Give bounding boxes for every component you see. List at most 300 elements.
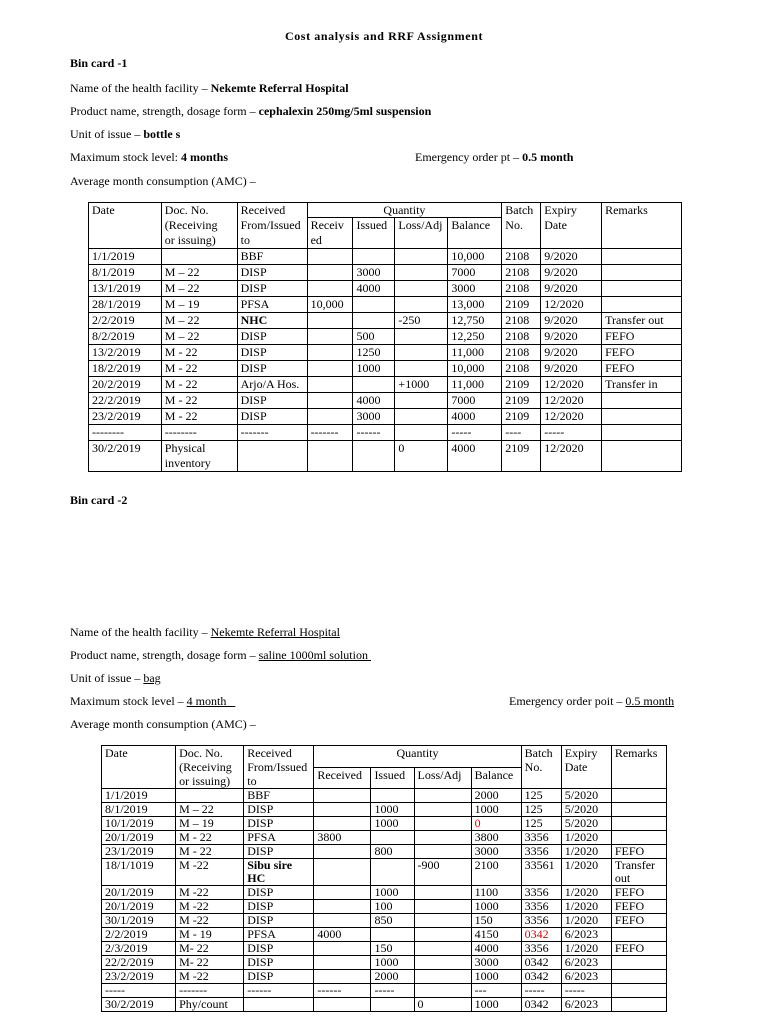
- cell-remarks: [611, 789, 666, 803]
- cell-balance: 3000: [448, 281, 502, 297]
- cell-loss-adj: 0: [414, 998, 471, 1012]
- cell-remarks: [602, 281, 682, 297]
- cell-doc-no: M - 22: [161, 345, 237, 361]
- cell-doc-no: M- 22: [176, 956, 244, 970]
- cell-received: [307, 409, 353, 425]
- header-received: Received: [314, 767, 371, 789]
- cell-received-from: DISP: [244, 970, 314, 984]
- cell-issued: 3000: [353, 265, 395, 281]
- cell-doc-no: M- 22: [176, 942, 244, 956]
- cell-batch: -----: [521, 984, 561, 998]
- cell-issued: [371, 831, 414, 845]
- cell-batch: 2108: [502, 345, 541, 361]
- cell-issued: [353, 313, 395, 329]
- cell-issued: ------: [353, 425, 395, 441]
- cell-expiry: 9/2020: [541, 281, 602, 297]
- cell-date: 10/1/2019: [102, 817, 176, 831]
- bin2-emergency-order: Emergency order poit – 0.5 month: [509, 694, 675, 708]
- cell-doc-no: M -22: [176, 859, 244, 886]
- header-remarks: Remarks: [602, 203, 682, 249]
- cell-batch: 0342: [521, 956, 561, 970]
- cell-balance: 11,000: [448, 345, 502, 361]
- cell-balance: ---: [471, 984, 521, 998]
- cell-received: [307, 313, 353, 329]
- cell-received-from: Sibu sire HC: [244, 859, 314, 886]
- cell-loss-adj: [395, 361, 448, 377]
- cell-doc-no: M - 22: [161, 393, 237, 409]
- cell-received-from: PFSA: [237, 297, 307, 313]
- cell-batch: 125: [521, 789, 561, 803]
- cell-remarks: [602, 265, 682, 281]
- table-header-row: [89, 203, 682, 218]
- cell-remarks: [611, 984, 666, 998]
- cell-balance: 7000: [448, 393, 502, 409]
- cell-remarks: FEFO: [611, 886, 666, 900]
- cell-doc-no: M – 22: [161, 281, 237, 297]
- cell-date: 2/2/2019: [89, 313, 162, 329]
- cell-remarks: [602, 425, 682, 441]
- cell-issued: [353, 377, 395, 393]
- cell-issued: [353, 297, 395, 313]
- cell-balance: -----: [448, 425, 502, 441]
- cell-issued: 150: [371, 942, 414, 956]
- cell-batch: 125: [521, 817, 561, 831]
- cell-balance: 4150: [471, 928, 521, 942]
- cell-balance: 3000: [471, 845, 521, 859]
- cell-expiry: 9/2020: [541, 361, 602, 377]
- header-quantity: Quantity: [314, 746, 521, 768]
- cell-received: [307, 361, 353, 377]
- cell-loss-adj: [414, 928, 471, 942]
- table-row: [89, 265, 682, 281]
- cell-date: 13/1/2019: [89, 281, 162, 297]
- cell-loss-adj: [395, 409, 448, 425]
- header-balance: Balance: [471, 767, 521, 789]
- cell-issued: 2000: [371, 970, 414, 984]
- cell-remarks: FEFO: [611, 900, 666, 914]
- cell-remarks: Transfer out: [602, 313, 682, 329]
- cell-balance: 11,000: [448, 377, 502, 393]
- cell-balance: 1000: [471, 803, 521, 817]
- cell-received: [307, 441, 353, 472]
- bin2-max-stock: Maximum stock level – 4 month: [70, 694, 236, 708]
- cell-received-from: DISP: [244, 956, 314, 970]
- cell-remarks: FEFO: [602, 361, 682, 377]
- cell-batch: 2108: [502, 281, 541, 297]
- cell-batch: 3356: [521, 845, 561, 859]
- cell-expiry: 12/2020: [541, 297, 602, 313]
- cell-doc-no: [176, 789, 244, 803]
- header-date: Date: [89, 203, 162, 249]
- cell-issued: 4000: [353, 393, 395, 409]
- cell-loss-adj: [414, 914, 471, 928]
- cell-loss-adj: [414, 845, 471, 859]
- cell-balance: 0: [471, 817, 521, 831]
- table-row: [89, 393, 682, 409]
- cell-received-from: DISP: [237, 361, 307, 377]
- cell-balance: 10,000: [448, 361, 502, 377]
- cell-received-from: DISP: [244, 886, 314, 900]
- cell-remarks: [611, 998, 666, 1012]
- cell-loss-adj: [414, 789, 471, 803]
- cell-balance: 10,000: [448, 249, 502, 265]
- cell-loss-adj: [414, 900, 471, 914]
- cell-loss-adj: [395, 393, 448, 409]
- cell-doc-no: M – 19: [176, 817, 244, 831]
- cell-received: [314, 914, 371, 928]
- cell-expiry: 1/2020: [561, 886, 611, 900]
- cell-issued: [371, 859, 414, 886]
- cell-issued: 100: [371, 900, 414, 914]
- table-row: [89, 409, 682, 425]
- cell-received: [314, 942, 371, 956]
- cell-loss-adj: [395, 265, 448, 281]
- cell-date: 20/2/2019: [89, 377, 162, 393]
- table-row: [102, 886, 667, 900]
- header-batch: Batch No.: [502, 203, 541, 249]
- cell-loss-adj: 0: [395, 441, 448, 472]
- cell-batch: 3356: [521, 886, 561, 900]
- cell-expiry: 9/2020: [541, 313, 602, 329]
- cell-received-from: PFSA: [244, 928, 314, 942]
- table-row: [89, 297, 682, 313]
- cell-date: 20/1/2019: [102, 886, 176, 900]
- cell-date: 30/1/2019: [102, 914, 176, 928]
- cell-balance: 1000: [471, 970, 521, 984]
- cell-received: [314, 956, 371, 970]
- cell-expiry: 1/2020: [561, 859, 611, 886]
- table-row: [102, 914, 667, 928]
- cell-received-from: DISP: [244, 817, 314, 831]
- cell-balance: 2100: [471, 859, 521, 886]
- cell-loss-adj: [414, 970, 471, 984]
- cell-date: 23/2/2019: [102, 970, 176, 984]
- cell-date: 20/1/2019: [102, 831, 176, 845]
- cell-date: 8/2/2019: [89, 329, 162, 345]
- cell-expiry: 9/2020: [541, 345, 602, 361]
- cell-doc-no: M – 19: [161, 297, 237, 313]
- cell-remarks: [602, 249, 682, 265]
- cell-issued: -----: [371, 984, 414, 998]
- cell-received-from: -------: [237, 425, 307, 441]
- cell-loss-adj: [414, 956, 471, 970]
- cell-date: 18/1/1019: [102, 859, 176, 886]
- table-row: [102, 831, 667, 845]
- cell-issued: 800: [371, 845, 414, 859]
- bin1-facility: Name of the health facility – Nekemte Referral Hospital: [70, 81, 349, 95]
- bin2-product: Product name, strength, dosage form – saline 1000ml solution: [70, 648, 371, 662]
- cell-received-from: NHC: [237, 313, 307, 329]
- cell-balance: 12,250: [448, 329, 502, 345]
- header-expiry: Expiry Date: [541, 203, 602, 249]
- cell-batch: 2108: [502, 249, 541, 265]
- cell-issued: [371, 998, 414, 1012]
- cell-balance: 4000: [448, 409, 502, 425]
- cell-date: 23/2/2019: [89, 409, 162, 425]
- cell-received: [307, 329, 353, 345]
- cell-remarks: Transfer out: [611, 859, 666, 886]
- cell-remarks: FEFO: [611, 845, 666, 859]
- table-row: [102, 845, 667, 859]
- cell-batch: 2108: [502, 329, 541, 345]
- cell-batch: 3356: [521, 914, 561, 928]
- cell-date: 28/1/2019: [89, 297, 162, 313]
- cell-doc-no: Phy/count: [176, 998, 244, 1012]
- cell-expiry: 5/2020: [561, 803, 611, 817]
- cell-received: [314, 886, 371, 900]
- cell-doc-no: M – 22: [176, 803, 244, 817]
- table-row: [102, 942, 667, 956]
- cell-received-from: ------: [244, 984, 314, 998]
- cell-loss-adj: +1000: [395, 377, 448, 393]
- cell-batch: 2108: [502, 265, 541, 281]
- cell-expiry: 12/2020: [541, 441, 602, 472]
- cell-expiry: 12/2020: [541, 377, 602, 393]
- cell-doc-no: M - 22: [176, 845, 244, 859]
- cell-loss-adj: [414, 817, 471, 831]
- bin1-max-stock: Maximum stock level: 4 months: [70, 150, 228, 164]
- bin1-heading: Bin card -1: [70, 56, 128, 70]
- cell-doc-no: M -22: [176, 886, 244, 900]
- bin2-facility: Name of the health facility – Nekemte Referral Hospital: [70, 625, 340, 639]
- cell-batch: 3356: [521, 942, 561, 956]
- cell-balance: 1100: [471, 886, 521, 900]
- cell-date: 22/2/2019: [89, 393, 162, 409]
- header-issued: Issued: [371, 767, 414, 789]
- cell-loss-adj: [414, 803, 471, 817]
- bin2-heading: Bin card -2: [70, 493, 128, 507]
- cell-doc-no: M - 22: [161, 377, 237, 393]
- cell-expiry: 6/2023: [561, 970, 611, 984]
- cell-received-from: BBF: [237, 249, 307, 265]
- cell-received: [314, 803, 371, 817]
- cell-received: [307, 377, 353, 393]
- cell-loss-adj: [414, 886, 471, 900]
- cell-loss-adj: [395, 425, 448, 441]
- cell-received-from: DISP: [237, 281, 307, 297]
- header-received: Receiv ed: [307, 218, 353, 249]
- cell-received-from: DISP: [237, 409, 307, 425]
- header-quantity: Quantity: [307, 203, 502, 218]
- header-received-from: Received From/Issued to: [237, 203, 307, 249]
- cell-date: 2/3/2019: [102, 942, 176, 956]
- cell-received: 4000: [314, 928, 371, 942]
- cell-received: [307, 281, 353, 297]
- cell-remarks: FEFO: [602, 329, 682, 345]
- cell-remarks: FEFO: [611, 942, 666, 956]
- cell-batch: 2108: [502, 361, 541, 377]
- cell-balance: 1000: [471, 900, 521, 914]
- cell-issued: 1000: [371, 886, 414, 900]
- table-row: [89, 329, 682, 345]
- cell-batch: 3356: [521, 900, 561, 914]
- cell-date: 22/2/2019: [102, 956, 176, 970]
- cell-received-from: [244, 998, 314, 1012]
- cell-date: 1/1/2019: [102, 789, 176, 803]
- header-issued: Issued: [353, 218, 395, 249]
- table-row: [102, 984, 667, 998]
- cell-issued: 1000: [353, 361, 395, 377]
- cell-balance: 4000: [471, 942, 521, 956]
- cell-expiry: 9/2020: [541, 265, 602, 281]
- cell-doc-no: M -22: [176, 900, 244, 914]
- cell-received: [307, 393, 353, 409]
- cell-loss-adj: -900: [414, 859, 471, 886]
- header-expiry: Expiry Date: [561, 746, 611, 789]
- cell-batch: 2109: [502, 297, 541, 313]
- table-row: [102, 817, 667, 831]
- cell-date: 23/1/2019: [102, 845, 176, 859]
- header-balance: Balance: [448, 218, 502, 249]
- cell-received: [307, 345, 353, 361]
- cell-expiry: -----: [541, 425, 602, 441]
- cell-received-from: DISP: [244, 845, 314, 859]
- header-doc-no: Doc. No. (Receiving or issuing): [161, 203, 237, 249]
- cell-doc-no: -------: [176, 984, 244, 998]
- cell-doc-no: M -22: [176, 970, 244, 984]
- cell-expiry: 1/2020: [561, 845, 611, 859]
- cell-issued: 850: [371, 914, 414, 928]
- cell-remarks: [602, 393, 682, 409]
- bin1-amc: Average month consumption (AMC) –: [70, 174, 256, 188]
- cell-date: --------: [89, 425, 162, 441]
- cell-remarks: [611, 956, 666, 970]
- cell-received-from: DISP: [244, 914, 314, 928]
- table-row: [102, 998, 667, 1012]
- cell-received: -------: [307, 425, 353, 441]
- cell-batch: ----: [502, 425, 541, 441]
- cell-expiry: 1/2020: [561, 942, 611, 956]
- cell-received: [314, 817, 371, 831]
- cell-date: 8/1/2019: [89, 265, 162, 281]
- cell-remarks: [611, 831, 666, 845]
- cell-batch: 0342: [521, 970, 561, 984]
- cell-loss-adj: [395, 297, 448, 313]
- cell-received: [307, 265, 353, 281]
- cell-balance: 3000: [471, 956, 521, 970]
- cell-expiry: 1/2020: [561, 914, 611, 928]
- cell-balance: 4000: [448, 441, 502, 472]
- cell-remarks: [611, 970, 666, 984]
- cell-expiry: 12/2020: [541, 409, 602, 425]
- cell-balance: 7000: [448, 265, 502, 281]
- cell-issued: 1000: [371, 803, 414, 817]
- table-row: [89, 345, 682, 361]
- table-row: [89, 441, 682, 472]
- cell-batch: 2109: [502, 441, 541, 472]
- cell-received: ------: [314, 984, 371, 998]
- cell-batch: 125: [521, 803, 561, 817]
- cell-received-from: [237, 441, 307, 472]
- header-loss-adj: Loss/Adj: [395, 218, 448, 249]
- cell-received-from: BBF: [244, 789, 314, 803]
- cell-batch: 2109: [502, 393, 541, 409]
- cell-issued: [353, 249, 395, 265]
- cell-date: 13/2/2019: [89, 345, 162, 361]
- table-header-row: [102, 746, 667, 768]
- cell-issued: 1000: [371, 956, 414, 970]
- cell-loss-adj: [395, 345, 448, 361]
- cell-received: 10,000: [307, 297, 353, 313]
- cell-remarks: [602, 409, 682, 425]
- table-row: [89, 249, 682, 265]
- cell-remarks: [602, 441, 682, 472]
- cell-remarks: Transfer in: [602, 377, 682, 393]
- page-title: Cost analysis and RRF Assignment: [284, 29, 484, 43]
- table-row: [102, 928, 667, 942]
- cell-date: 2/2/2019: [102, 928, 176, 942]
- table-row: [102, 789, 667, 803]
- cell-balance: 2000: [471, 789, 521, 803]
- table-row: [102, 900, 667, 914]
- cell-received: [314, 970, 371, 984]
- cell-expiry: 6/2023: [561, 998, 611, 1012]
- table-row: [102, 803, 667, 817]
- cell-date: 30/2/2019: [102, 998, 176, 1012]
- cell-doc-no: M - 22: [161, 361, 237, 377]
- cell-expiry: -----: [561, 984, 611, 998]
- cell-date: 18/2/2019: [89, 361, 162, 377]
- table-row: [102, 970, 667, 984]
- cell-doc-no: Physical inventory: [161, 441, 237, 472]
- table-row: [89, 281, 682, 297]
- cell-issued: [371, 789, 414, 803]
- cell-doc-no: M – 22: [161, 313, 237, 329]
- cell-date: -----: [102, 984, 176, 998]
- cell-batch: 2109: [502, 409, 541, 425]
- cell-batch: 3356: [521, 831, 561, 845]
- cell-remarks: [611, 803, 666, 817]
- cell-doc-no: [161, 249, 237, 265]
- cell-received-from: DISP: [244, 803, 314, 817]
- cell-issued: [371, 928, 414, 942]
- cell-batch: 2109: [502, 377, 541, 393]
- table-row: [102, 956, 667, 970]
- cell-loss-adj: [414, 831, 471, 845]
- header-loss-adj: Loss/Adj: [414, 767, 471, 789]
- cell-balance: 150: [471, 914, 521, 928]
- cell-remarks: [611, 817, 666, 831]
- header-doc-no: Doc. No. (Receiving or issuing): [176, 746, 244, 789]
- cell-received: [314, 900, 371, 914]
- cell-expiry: 6/2023: [561, 956, 611, 970]
- cell-loss-adj: [395, 249, 448, 265]
- cell-received: [307, 249, 353, 265]
- cell-batch: 0342: [521, 928, 561, 942]
- bin1-product: Product name, strength, dosage form – cephalexin 250mg/5ml suspension: [70, 104, 432, 118]
- cell-balance: 12,750: [448, 313, 502, 329]
- cell-issued: 1250: [353, 345, 395, 361]
- cell-received-from: DISP: [244, 942, 314, 956]
- bin2-amc: Average month consumption (AMC) –: [70, 717, 256, 731]
- bin2-unit: Unit of issue – bag: [70, 671, 161, 685]
- cell-expiry: 5/2020: [561, 817, 611, 831]
- table-row: [89, 313, 682, 329]
- cell-date: 8/1/2019: [102, 803, 176, 817]
- cell-loss-adj: [414, 984, 471, 998]
- cell-remarks: [602, 297, 682, 313]
- cell-remarks: FEFO: [602, 345, 682, 361]
- cell-batch: 2108: [502, 313, 541, 329]
- table-row: [89, 361, 682, 377]
- cell-issued: 1000: [371, 817, 414, 831]
- cell-received: [314, 859, 371, 886]
- cell-issued: 500: [353, 329, 395, 345]
- cell-batch: 33561: [521, 859, 561, 886]
- cell-expiry: 9/2020: [541, 329, 602, 345]
- cell-received-from: DISP: [237, 345, 307, 361]
- cell-received-from: Arjo/A Hos.: [237, 377, 307, 393]
